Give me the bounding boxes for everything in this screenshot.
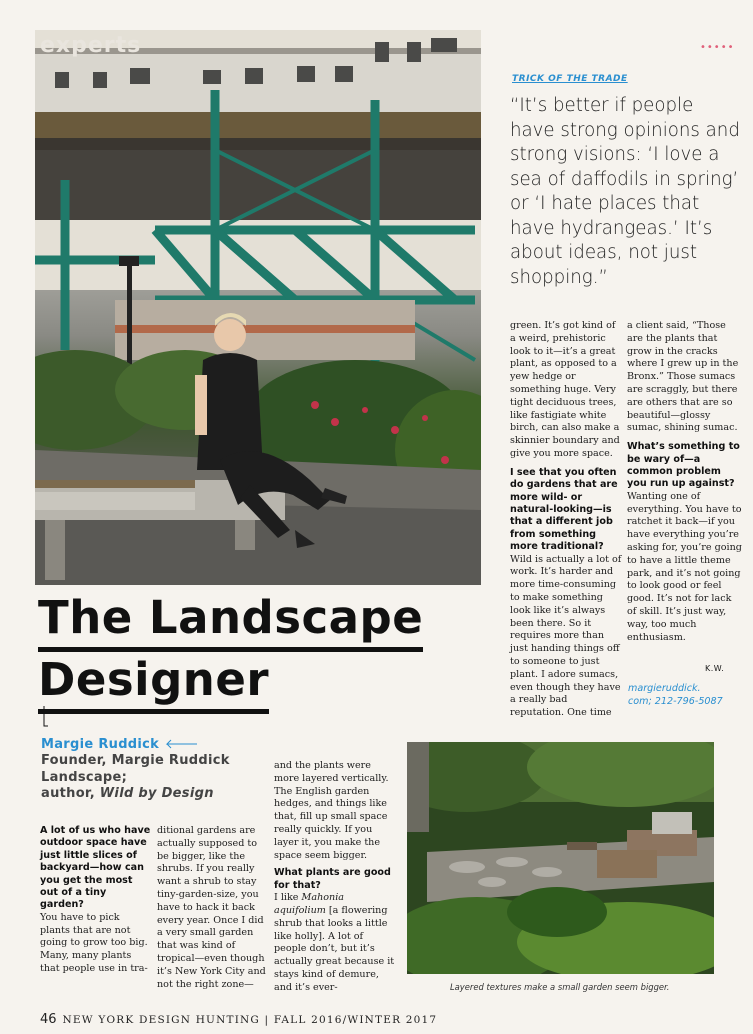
answer-text: [a flowering shrub that looks a little like holly]. A lot of people don’t, but it’s actually great because it stays kind of demure, and it’s ever- [274,904,395,993]
pullquote-kicker: TRICK OF THE TRADE [512,74,628,84]
role-line [41,786,256,803]
article-paragraph: and the plants were more layered vertically. The English garden hedges, and things like that, fill up small space really quickly. If you layer it, you make the space seem bigger. [274,760,389,861]
contact-info [628,683,746,709]
title-line-2: Designer [38,652,269,714]
article-paragraph: You have to pick plants that are not going to grow too big. Many, many plants that people use in tra- [40,911,148,975]
designer-portrait-photo [35,30,481,585]
article-paragraph [274,892,398,994]
article-paragraph: a client said, “Those are the plants that grow in the cracks where I grew up in the Bronx.” Those sumacs are scraggly, but there are others that are so beautiful—glossy sumac, shining sumac. [627,320,739,434]
decorative-dots: ••••• [700,42,735,53]
role-prefix: author, [41,786,100,801]
website-link[interactable]: margieruddick. [628,683,701,694]
interview-question: I see that you often do gardens that are more wild- or natural-looking—is that a different job from something more traditional? [510,466,618,553]
title-line-1: The Landscape [38,590,423,652]
interview-question: What’s something to be wary of—a common problem you run up against? [627,441,740,490]
publication-info: NEW YORK DESIGN HUNTING | FALL 2016/WINTER 2017 [62,1014,438,1026]
author-initials: K.W. [705,664,725,673]
role-line: Landscape; [41,769,128,785]
answer-intro: I like [274,892,302,904]
article-column-4 [510,320,623,720]
article-paragraph: Wild is actually a lot of work. It’s harder and more time-consuming to make something look like it’s always been there. So it requires more than just handing things off to someone to just plant. I adore sumacs, even though they have a really bad reputation. One time [510,553,622,719]
designer-role [41,753,256,803]
role-line: Founder, Margie Ruddick [41,753,230,768]
section-label: experts [40,33,142,58]
designer-name: Margie Ruddick [41,737,160,752]
garden-photo [407,742,714,974]
page-number: 46 [40,1012,57,1027]
article-column-5 [627,320,743,644]
article-paragraph: green. It’s got kind of a weird, prehistoric look to it—it’s a great plant, as opposed to a yew hedge or something huge. Very tight deciduous trees, like fastigiate white birch, can also make a skinnier boundary and give you more space. [510,320,620,459]
interview-question: A lot of us who have outdoor space have just little slices of backyard—how can you get the most out of a tiny garden? [40,825,151,911]
article-column-3 [274,760,398,995]
article-paragraph: ditional gardens are actually supposed to be bigger, like the shrubs. If you really want a shrub to stay tiny-garden-size, you have to hack it back every year. Once I did a very small garden that was kind of tropical—even though it’s New York City and not the right zone— [157,825,266,990]
pullquote-text: “It’s better if people have strong opinions and strong visions: ‘I love a sea of daffodils in spring’ or ‘I hate places that have hydrangeas.’ It’s about ideas, not just shopping.” [510,95,740,288]
plant-latin-name: Mahonia aquifolium [274,892,344,916]
article-column-1 [40,825,152,976]
article-column-2 [157,825,269,991]
interview-question: What plants are good for that? [274,867,391,891]
book-title: Wild by Design [99,786,214,801]
photo-caption: Layered textures make a small garden seem bigger. [450,982,670,992]
page-title [38,590,458,714]
phone-number: com; 212-796-5087 [628,695,723,707]
article-paragraph: Wanting one of everything. You have to ratchet it back—if you have everything you’re asking for, you’re going to have a little theme park, and it’s not going to look good or feel good. It’s not for lack of skill. It’s just way, way, too much enthusiasm. [627,490,742,643]
page-footer [40,1012,437,1027]
